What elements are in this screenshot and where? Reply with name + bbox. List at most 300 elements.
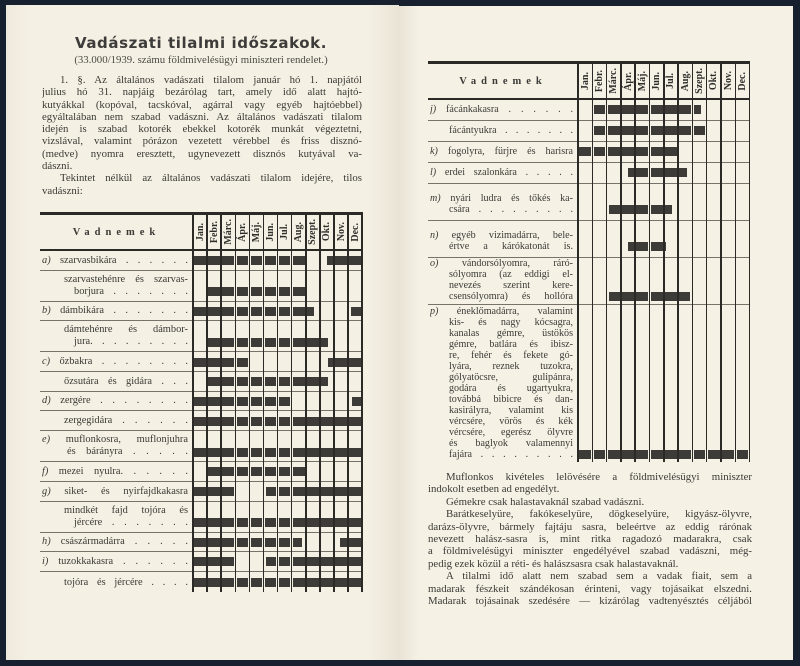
closed-season-bar	[340, 538, 347, 547]
month-label: Jun.	[651, 71, 663, 91]
month-label: Febr.	[593, 69, 605, 93]
closed-season-bar	[293, 538, 302, 547]
closed-season-bar	[307, 557, 319, 566]
label-text: őzbakra . . . . . . . .	[59, 356, 188, 368]
closed-season-bar	[321, 417, 333, 426]
label-text: lyára, reznek tuzokra,	[449, 361, 573, 372]
closed-season-bar	[293, 338, 305, 347]
label-line	[42, 255, 188, 267]
closed-season-bar	[208, 307, 220, 316]
label-text: tuzokkakasra . . . . . .	[58, 555, 188, 567]
month-label: Jun.	[265, 222, 277, 242]
row-letter: d)	[42, 395, 51, 407]
closed-season-bar	[237, 338, 249, 347]
label-line	[430, 339, 573, 350]
game-species-label	[40, 412, 193, 431]
closed-season-bar	[651, 147, 663, 156]
closed-season-table-left	[40, 212, 362, 592]
closed-season-bar	[251, 518, 263, 527]
closed-season-bar	[665, 292, 677, 301]
closed-season-bar	[279, 287, 291, 296]
closed-season-bar	[251, 377, 263, 386]
closed-season-bar	[265, 578, 277, 587]
label-text: erdei szalonkára . . . . .	[444, 167, 573, 178]
game-species-label	[428, 142, 578, 162]
month-column-rule	[291, 212, 293, 592]
closed-season-bar	[208, 338, 220, 347]
game-species-label	[428, 100, 578, 120]
label-line	[430, 394, 573, 405]
closed-season-bar	[194, 307, 206, 316]
closed-season-bar	[265, 256, 277, 265]
closed-season-bar	[321, 578, 333, 587]
month-header	[721, 64, 735, 98]
closed-season-bar	[679, 126, 691, 135]
closed-season-bar	[237, 397, 249, 406]
label-text: siket- és nyirfajdkakasra	[64, 485, 188, 497]
closed-season-bar	[679, 105, 691, 114]
month-column-rule	[620, 61, 622, 462]
month-header	[292, 215, 306, 249]
label-text: nevezés szerint kere-	[449, 280, 573, 291]
closed-season-bar	[694, 126, 706, 135]
month-header	[650, 64, 664, 98]
closed-season-bar	[594, 105, 606, 114]
label-line	[42, 336, 188, 348]
closed-season-bar	[321, 518, 333, 527]
month-label: Szept.	[307, 219, 319, 245]
closed-season-bar	[722, 450, 734, 459]
closed-season-bar	[708, 450, 720, 459]
closed-season-bar	[636, 292, 648, 301]
closed-season-bar	[651, 205, 663, 214]
month-header	[348, 215, 362, 249]
month-column-rule	[663, 61, 665, 462]
label-line	[42, 415, 188, 427]
game-species-label	[40, 251, 193, 270]
label-text: zergére . . . . . . . .	[60, 395, 188, 407]
row-letter: l)	[430, 167, 437, 178]
text-line: Gémekre csak halastavaknál szabad vadászni.	[446, 495, 645, 508]
closed-season-bar	[208, 578, 220, 587]
label-text: fácántyukra . . . . . . .	[449, 125, 573, 136]
label-text: sólyomra (az eddigi el-	[449, 269, 573, 280]
closed-season-bar	[266, 557, 276, 566]
label-line	[42, 324, 188, 336]
closed-season-bar	[279, 256, 291, 265]
row-letter: a)	[42, 254, 51, 266]
closed-season-bar	[307, 338, 319, 347]
closed-season-bar	[636, 450, 648, 459]
paragraph	[428, 496, 752, 508]
closed-season-bar	[328, 358, 332, 367]
closed-season-bar	[194, 256, 206, 265]
month-header	[221, 215, 235, 249]
label-line	[430, 230, 573, 241]
row-letter: g)	[42, 485, 51, 497]
month-column-rule	[277, 212, 279, 592]
label-line	[42, 286, 188, 298]
table-row	[40, 251, 362, 271]
closed-season-bar	[279, 518, 291, 527]
closed-season-bar	[237, 578, 249, 587]
closed-season-bar	[622, 105, 634, 114]
closed-season-bar	[279, 538, 291, 547]
label-line	[430, 317, 573, 328]
text-line: idején is szabad kotorék ebekkel kotorék munkát végeztetni,	[42, 123, 362, 136]
game-species-label	[40, 572, 193, 592]
closed-season-bar	[351, 307, 361, 316]
game-species-label	[40, 321, 193, 351]
table-row	[40, 372, 362, 392]
table-row	[428, 163, 750, 184]
text-line: (medve) nyomra eresztett, ugynevezett disznós kutyával va-	[42, 147, 362, 160]
label-line	[430, 146, 573, 157]
label-line	[42, 517, 188, 529]
closed-season-bar	[636, 147, 648, 156]
closed-season-bar	[208, 487, 220, 496]
closed-season-bar	[651, 450, 663, 459]
closed-season-bar	[208, 557, 220, 566]
closed-season-bar	[594, 450, 606, 459]
closed-season-bar	[237, 256, 249, 265]
closed-season-bar	[636, 242, 648, 251]
left-page	[6, 5, 399, 660]
label-line	[42, 446, 188, 458]
closed-season-bar	[208, 256, 220, 265]
month-column-rule	[720, 61, 722, 462]
label-line	[430, 280, 573, 291]
closed-season-bar	[335, 487, 347, 496]
label-line	[430, 328, 573, 339]
label-line	[430, 438, 573, 449]
game-species-label	[40, 533, 193, 552]
table-row	[40, 392, 362, 412]
closed-season-bar	[222, 377, 234, 386]
row-letter: e)	[42, 434, 51, 446]
text-line: vizslával, valamint pórázon vezetett vérebbel és friss disznó-	[42, 135, 362, 148]
label-text: kanalas gémre, üstökös	[449, 328, 573, 339]
closed-season-bar	[194, 518, 206, 527]
label-line	[430, 306, 573, 317]
month-column-rule	[361, 212, 363, 592]
paragraph	[428, 508, 752, 570]
row-letter: f)	[42, 465, 49, 477]
label-line	[42, 466, 188, 478]
label-text: vándorsólyomra, ráró-	[461, 258, 573, 269]
closed-season-bar	[265, 538, 277, 547]
month-column-rule	[319, 212, 321, 592]
closed-season-bar	[279, 448, 291, 457]
month-label: Okt.	[321, 222, 333, 242]
closed-season-table-right	[428, 61, 750, 462]
closed-season-bar	[608, 126, 620, 135]
closed-season-bar	[237, 538, 249, 547]
month-label: Márc.	[608, 68, 620, 94]
label-line	[42, 505, 188, 517]
closed-season-bar	[349, 448, 361, 457]
closed-season-bar	[208, 467, 220, 476]
closed-season-bar	[251, 417, 263, 426]
closed-season-bar	[622, 205, 634, 214]
label-line	[430, 193, 573, 204]
month-header	[578, 64, 592, 98]
game-species-label	[40, 502, 193, 532]
text-line: pedig ezek közül a réti- és halászsasra csak halastavaknál.	[428, 557, 679, 570]
closed-season-bar	[349, 358, 361, 367]
game-species-label	[40, 271, 193, 301]
closed-season-bar	[665, 147, 677, 156]
month-header	[235, 215, 249, 249]
closed-season-bar	[327, 256, 333, 265]
closed-season-bar	[237, 448, 249, 457]
closed-season-bar	[636, 105, 648, 114]
closed-season-bar	[222, 487, 233, 496]
closed-season-bar	[352, 397, 361, 406]
closed-season-bar	[694, 105, 701, 114]
closed-season-bar	[208, 417, 220, 426]
game-species-label	[428, 258, 578, 304]
label-text: éneklőmadárra, valamint	[456, 306, 573, 317]
closed-season-bar	[579, 147, 591, 156]
text-line: Madarak tojásainak szedésére — kizárólag vadtenyésztés céljából	[428, 594, 752, 607]
closed-season-bar	[293, 578, 305, 587]
closed-season-bar	[665, 105, 677, 114]
closed-season-bar	[608, 105, 620, 114]
game-species-label	[428, 221, 578, 257]
month-column-rule	[692, 61, 694, 462]
closed-season-bar	[265, 287, 277, 296]
closed-season-bar	[349, 256, 361, 265]
closed-season-bar	[251, 397, 263, 406]
month-column-rule	[649, 61, 651, 462]
closed-season-bar	[265, 518, 277, 527]
table-row	[428, 221, 750, 258]
month-column-rule	[235, 212, 237, 592]
table-row	[40, 502, 362, 533]
closed-season-bar	[279, 487, 291, 496]
table-row	[40, 533, 362, 553]
month-label: Febr.	[208, 220, 220, 244]
row-letter: j)	[430, 104, 437, 115]
closed-season-bar	[265, 338, 277, 347]
closed-season-bar	[222, 397, 234, 406]
month-column-rule	[706, 61, 708, 462]
closed-season-bar	[194, 557, 206, 566]
month-label: Ápr.	[236, 222, 248, 242]
closed-season-bar	[321, 377, 328, 386]
month-column-rule	[606, 61, 608, 462]
game-species-label	[40, 431, 193, 461]
label-text: muflonkosra, muflonjuhra	[65, 434, 188, 446]
month-header	[607, 64, 621, 98]
closed-season-bar	[208, 287, 220, 296]
closed-season-bar	[265, 377, 277, 386]
label-line	[430, 405, 573, 416]
label-line	[42, 274, 188, 286]
label-text: gémre, batlára és ibisz-	[449, 339, 573, 350]
text-line: nevezett halász-sasra is, mint ritka ragadozó madarakra, csak	[428, 532, 752, 545]
table-row	[428, 100, 750, 121]
table-row	[40, 462, 362, 482]
closed-season-bar	[237, 287, 249, 296]
closed-season-bar	[335, 557, 347, 566]
column-header-game-species: Vadnemek	[459, 75, 547, 87]
month-column-rule	[735, 61, 737, 462]
month-column-rule	[634, 61, 636, 462]
closed-season-bar	[665, 205, 672, 214]
label-text: tojóra és jércére . . . .	[64, 576, 188, 588]
row-letter: b)	[42, 305, 51, 317]
closed-season-bar	[237, 377, 249, 386]
label-text: vércsére, vörös és kék	[449, 416, 573, 427]
closed-season-bar	[321, 448, 333, 457]
closed-season-bar	[222, 467, 234, 476]
label-text: fajára . . . . . . . . .	[449, 449, 573, 460]
label-line	[42, 536, 188, 548]
closed-season-bar	[222, 256, 234, 265]
closed-season-bar	[293, 417, 305, 426]
label-line	[430, 350, 573, 361]
table-row	[40, 552, 362, 572]
text-line: indokolt esetben ad engedélyt.	[428, 483, 560, 496]
label-text: borjura . . . . . . .	[74, 285, 188, 297]
closed-season-bar	[265, 448, 277, 457]
label-line	[430, 416, 573, 427]
month-column-rule	[305, 212, 307, 592]
closed-season-bar	[293, 518, 305, 527]
month-column-rule	[592, 61, 594, 462]
label-text: őzsutára és gidára . . .	[64, 375, 188, 387]
month-column-rule	[749, 61, 751, 462]
label-text: mezei nyulra. . . . . .	[58, 465, 188, 477]
closed-season-bar	[335, 417, 347, 426]
label-text: szarvastehénre és szarvas-	[64, 273, 188, 285]
label-text: kasirályra, valamint kis	[449, 405, 573, 416]
text-line: vadászni:	[42, 184, 83, 197]
closed-season-bar	[222, 417, 234, 426]
label-line	[430, 361, 573, 372]
label-text: kis- és nagy kócsagra,	[449, 317, 573, 328]
label-line	[42, 556, 188, 568]
table-row	[428, 258, 750, 305]
label-text: mindkét fajd tojóra és	[64, 504, 188, 516]
closed-season-bar	[679, 168, 686, 177]
label-text: csensólyomra) és hollóra	[449, 291, 573, 302]
closed-season-bar	[293, 307, 305, 316]
closed-season-bar	[265, 397, 277, 406]
month-header	[707, 64, 721, 98]
closed-season-bar	[622, 147, 634, 156]
closed-season-bar	[208, 448, 220, 457]
closed-season-bar	[665, 168, 677, 177]
closed-season-bar	[307, 578, 319, 587]
decree-reference: (33.000/1939. számu földmivelésügyi miniszteri rendelet.)	[74, 54, 328, 66]
closed-season-bar	[251, 307, 263, 316]
game-species-label	[40, 552, 193, 571]
closed-season-bar	[194, 358, 206, 367]
label-text: és bárányra . . . . .	[67, 446, 188, 458]
right-page	[399, 6, 793, 660]
month-label: Ápr.	[622, 71, 634, 91]
closed-season-bar	[293, 256, 305, 265]
label-text: nyári ludra és tőkés ka-	[450, 193, 573, 204]
label-text: dámtehénre és dámbor-	[64, 324, 188, 336]
label-line	[430, 269, 573, 280]
month-header	[193, 215, 207, 249]
game-species-label	[40, 392, 193, 411]
closed-season-bar	[665, 242, 666, 251]
label-line	[42, 577, 188, 589]
closed-season-bar	[208, 397, 220, 406]
row-letter: k)	[430, 146, 438, 157]
closed-season-bar	[651, 292, 663, 301]
game-species-label	[40, 372, 193, 391]
closed-season-bar	[222, 358, 234, 367]
paragraph	[428, 570, 752, 607]
closed-season-bar	[222, 338, 234, 347]
closed-season-bar	[194, 417, 206, 426]
text-line: julius hó 31. napjáig bezárólag tart, amely idő alatt hajtó-	[42, 86, 362, 99]
closed-season-bar	[622, 292, 634, 301]
closed-season-bar	[307, 417, 319, 426]
label-text: fogolyra, fürjre és harisra	[447, 146, 573, 157]
month-label: Dec.	[349, 222, 361, 242]
closed-season-bar	[194, 448, 206, 457]
closed-season-bar	[651, 242, 663, 251]
text-line: Barátkeselyüre, fakókeselyüre, dögkeselyüre, kigyász-ölyvre,	[446, 508, 752, 521]
label-column-rule	[192, 212, 194, 592]
month-header	[592, 64, 606, 98]
closed-season-bar	[594, 126, 606, 135]
table-row	[40, 431, 362, 462]
month-header	[692, 64, 706, 98]
closed-season-bar	[222, 538, 234, 547]
label-text: egyéb vizimadárra, bele-	[451, 230, 573, 241]
closed-season-bar	[335, 256, 347, 265]
closed-season-bar	[349, 487, 361, 496]
closed-season-bar	[608, 147, 620, 156]
closed-season-bar	[208, 518, 220, 527]
closed-season-bar	[321, 487, 333, 496]
row-letter: i)	[42, 555, 49, 567]
month-header	[320, 215, 334, 249]
label-text: zergegidára . . . . . .	[64, 415, 188, 427]
row-letter: o)	[430, 258, 439, 269]
label-text: fácánkakasra . . . . . .	[446, 104, 573, 115]
closed-season-bar	[293, 557, 305, 566]
game-species-label	[428, 121, 578, 141]
row-letter: c)	[42, 356, 51, 368]
table-row	[428, 142, 750, 163]
table-row	[428, 184, 750, 221]
closed-season-bar	[194, 538, 206, 547]
label-text: dámbikára . . . . . . .	[60, 305, 188, 317]
closed-season-bar	[222, 578, 234, 587]
table-row	[40, 412, 362, 432]
month-column-rule	[249, 212, 251, 592]
closed-season-bar	[679, 450, 691, 459]
closed-season-bar	[737, 450, 749, 459]
closed-season-bar	[237, 417, 249, 426]
text-line: kutyákkal (kopóval, tacskóval, agárral vagy egyéb hajtóebbel)	[42, 98, 362, 111]
closed-season-bar	[335, 358, 347, 367]
closed-season-bar	[636, 168, 648, 177]
label-text: továbbá bibicre és dan-	[449, 394, 573, 405]
closed-season-bar	[307, 487, 319, 496]
label-line	[430, 291, 573, 302]
closed-season-bar	[293, 467, 305, 476]
